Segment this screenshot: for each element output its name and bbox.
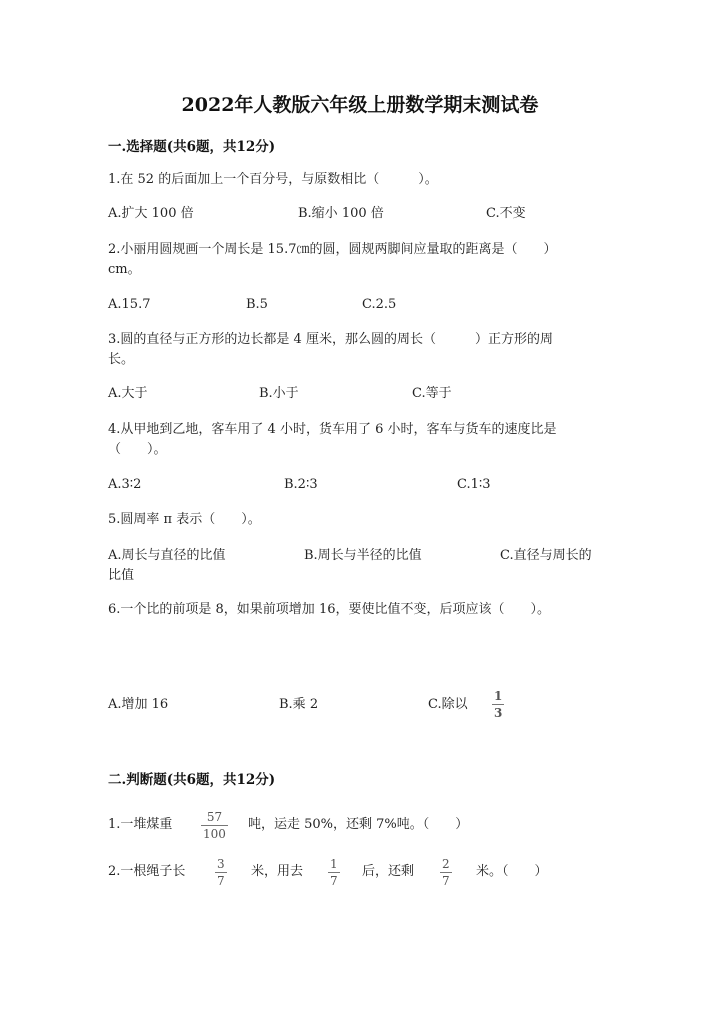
- question-4-line2: （ ）。: [108, 442, 167, 457]
- q1-option-c[interactable]: C.不变: [486, 206, 526, 221]
- q4-option-b[interactable]: B.2∶3: [284, 477, 318, 492]
- page-title: 2022年人教版六年级上册数学期末测试卷: [181, 94, 539, 116]
- fraction-bar: [328, 872, 340, 873]
- q6-option-b[interactable]: B.乘 2: [279, 697, 319, 712]
- fraction-denominator: 100: [203, 827, 226, 841]
- q1-option-a[interactable]: A.扩大 100 倍: [108, 206, 194, 221]
- q3-option-a[interactable]: A.大于: [108, 386, 148, 401]
- fraction-denominator: 3: [494, 706, 503, 720]
- q6-fraction-one-third: [492, 689, 504, 720]
- question-3-line2: 长。: [108, 352, 135, 367]
- judge-2-suffix: 米。（ ）: [476, 864, 548, 879]
- judge-2-mid1: 米，用去: [251, 864, 304, 879]
- fraction-numerator: 1: [494, 689, 503, 703]
- question-6: 6.一个比的前项是 8，如果前项增加 16，要使比值不变，后项应该（ ）。: [108, 602, 550, 617]
- fraction-bar: [492, 704, 504, 705]
- fraction-bar: [215, 872, 227, 873]
- fraction-numerator: 57: [206, 810, 223, 824]
- fraction-denominator: 7: [330, 874, 338, 888]
- q6-option-a[interactable]: A.增加 16: [108, 697, 169, 712]
- j2-fraction-3-7: [215, 857, 227, 888]
- q3-option-c[interactable]: C.等于: [412, 386, 452, 401]
- question-2-line1: 2.小丽用圆规画一个周长是 15.7㎝的圆，圆规两脚间应量取的距离是（ ）: [108, 242, 557, 257]
- question-2-line2: cm。: [108, 262, 141, 277]
- fraction-bar: [201, 825, 228, 826]
- judge-2-mid2: 后，还剩: [362, 864, 415, 879]
- judge-1-suffix: 吨，运走 50%，还剩 7%吨。（ ）: [248, 817, 469, 832]
- j2-fraction-1-7: [328, 857, 340, 888]
- q3-option-b[interactable]: B.小于: [259, 386, 299, 401]
- fraction-numerator: 3: [217, 857, 225, 871]
- judge-1-prefix: 1.一堆煤重: [108, 817, 173, 832]
- q1-option-b[interactable]: B.缩小 100 倍: [298, 206, 384, 221]
- question-4-line1: 4.从甲地到乙地，客车用了 4 小时，货车用了 6 小时，客车与货车的速度比是: [108, 422, 557, 437]
- q5-option-a[interactable]: A.周长与直径的比值: [108, 548, 226, 563]
- question-1: 1.在 52 的后面加上一个百分号，与原数相比（ ）。: [108, 172, 438, 187]
- q2-option-b[interactable]: B.5: [246, 297, 268, 312]
- j1-fraction-57-100: [201, 810, 228, 841]
- q5-option-c[interactable]: C.直径与周长的: [500, 548, 592, 563]
- q2-option-a[interactable]: A.15.7: [108, 297, 151, 312]
- q4-option-c[interactable]: C.1∶3: [457, 477, 491, 492]
- j2-fraction-2-7: [440, 857, 452, 888]
- question-3-line1: 3.圆的直径与正方形的边长都是 4 厘米，那么圆的周长（ ）正方形的周: [108, 332, 553, 347]
- fraction-denominator: 7: [442, 874, 450, 888]
- judge-2-prefix: 2.一根绳子长: [108, 864, 186, 879]
- fraction-bar: [440, 872, 452, 873]
- fraction-denominator: 7: [217, 874, 225, 888]
- q6-option-c[interactable]: C.除以: [428, 697, 468, 712]
- section-heading-choice: 一.选择题(共6题，共12分): [108, 139, 276, 155]
- q4-option-a[interactable]: A.3∶2: [108, 477, 142, 492]
- q5-option-b[interactable]: B.周长与半径的比值: [304, 548, 422, 563]
- fraction-numerator: 1: [330, 857, 338, 871]
- question-5: 5.圆周率 π 表示（ ）。: [108, 512, 261, 527]
- q2-option-c[interactable]: C.2.5: [362, 297, 397, 312]
- section-heading-judge: 二.判断题(共6题，共12分): [108, 772, 276, 788]
- q5-option-c-wrap: 比值: [108, 568, 135, 583]
- fraction-numerator: 2: [442, 857, 450, 871]
